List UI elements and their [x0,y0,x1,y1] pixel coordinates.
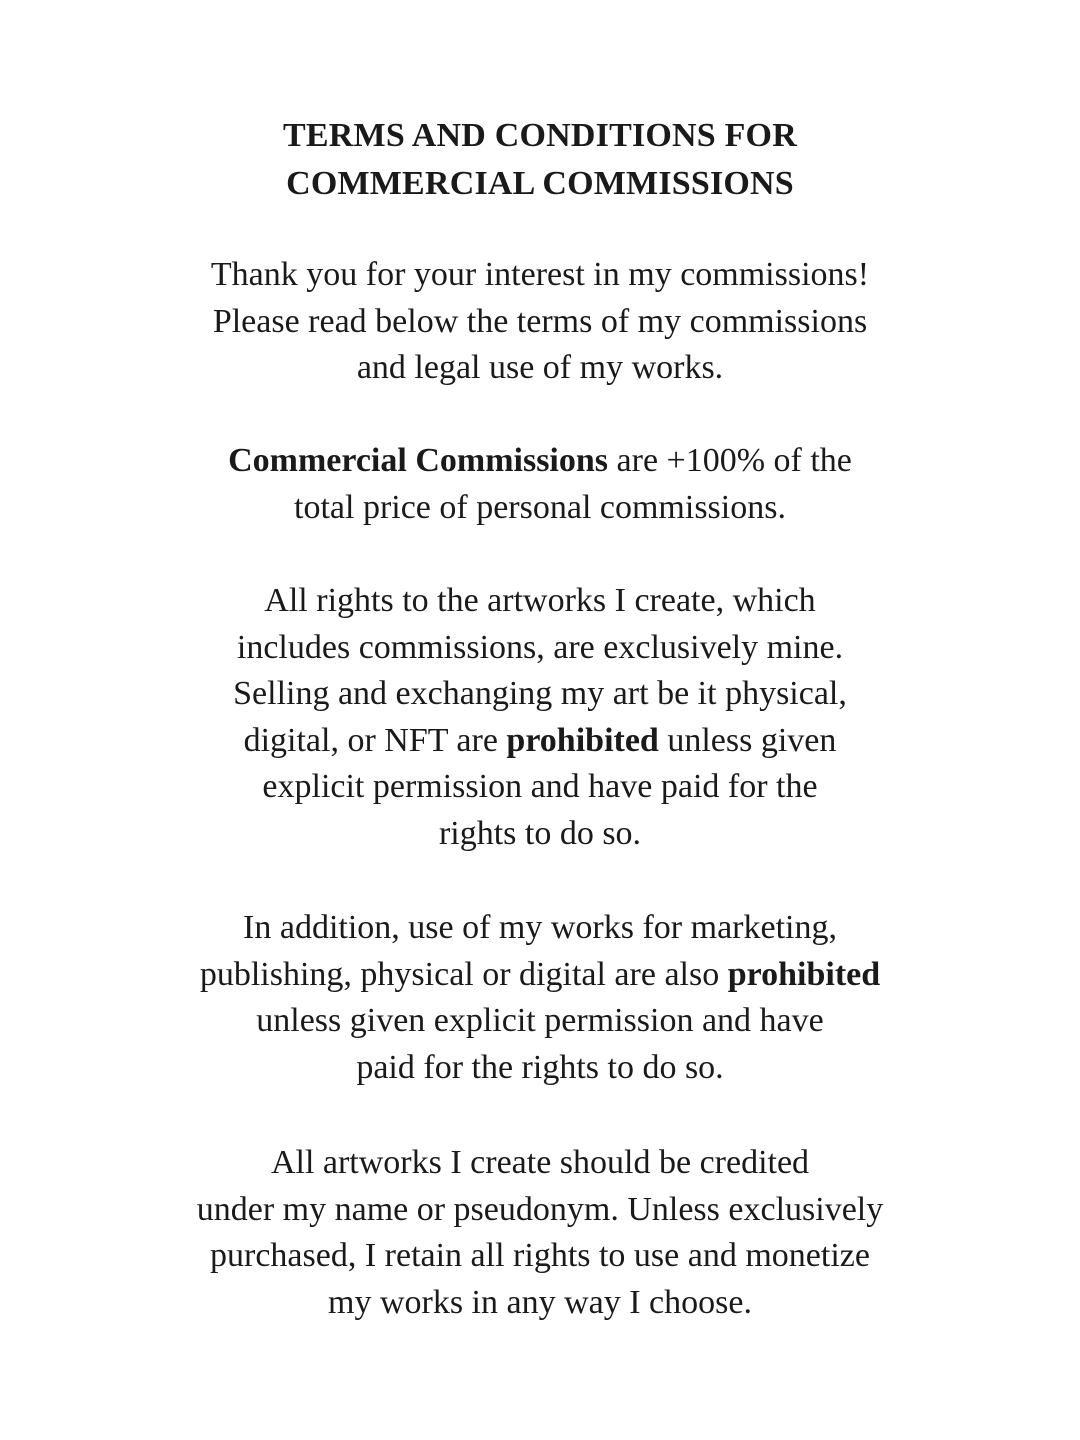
usage-line-1: In addition, use of my works for marketing, [243,909,837,946]
intro-line-3: and legal use of my works. [356,349,724,386]
pricing-line-1 [140,438,940,485]
intro-line-2: Please read below the terms of my commissions [212,302,868,340]
usage-line-3: unless given explicit permission and have [256,1002,824,1039]
pricing-bold-term: Commercial Commissions [228,442,609,479]
credit-paragraph [140,1140,940,1326]
rights-line-5: explicit permission and have paid for the [262,768,818,805]
rights-line-2: includes commissions, are exclusively mine. [236,628,844,666]
credit-line-3: purchased, I retain all rights to use and monetize [210,1237,870,1274]
rights-paragraph [140,578,940,857]
usage-prohibited: prohibited [727,955,881,993]
rights-line-3: Selling and exchanging my art be it physical, [233,675,847,712]
intro-line-1: Thank you for your interest in my commissions! [210,256,870,293]
credit-line-2: under my name or pseudonym. Unless exclusively [196,1190,884,1228]
rights-line-1: All rights to the artworks I create, which [264,582,816,619]
pricing-line-2: total price of personal commissions. [294,488,786,526]
usage-line-4: paid for the rights to do so. [356,1048,724,1086]
rights-line-4-post: unless given [658,721,837,759]
rights-prohibited: prohibited [506,721,659,759]
rights-line-6: rights to do so. [438,814,642,852]
intro-paragraph [140,252,940,392]
credit-line-1: All artworks I create should be credited [270,1144,810,1181]
title-line-2: COMMERCIAL COMMISSIONS [286,165,794,202]
rights-line-4 [140,718,940,765]
pricing-paragraph [140,438,940,531]
page-title [140,112,940,208]
usage-line-2-pre: publishing, physical or digital are also [199,955,728,993]
rights-line-4-pre: digital, or NFT are [243,721,507,759]
title-line-1: TERMS AND CONDITIONS FOR [283,117,797,154]
pricing-line-1-rest: are +100% of the [608,442,852,479]
usage-paragraph [140,905,940,1091]
credit-line-4: my works in any way I choose. [328,1283,752,1321]
usage-line-2 [140,952,940,999]
